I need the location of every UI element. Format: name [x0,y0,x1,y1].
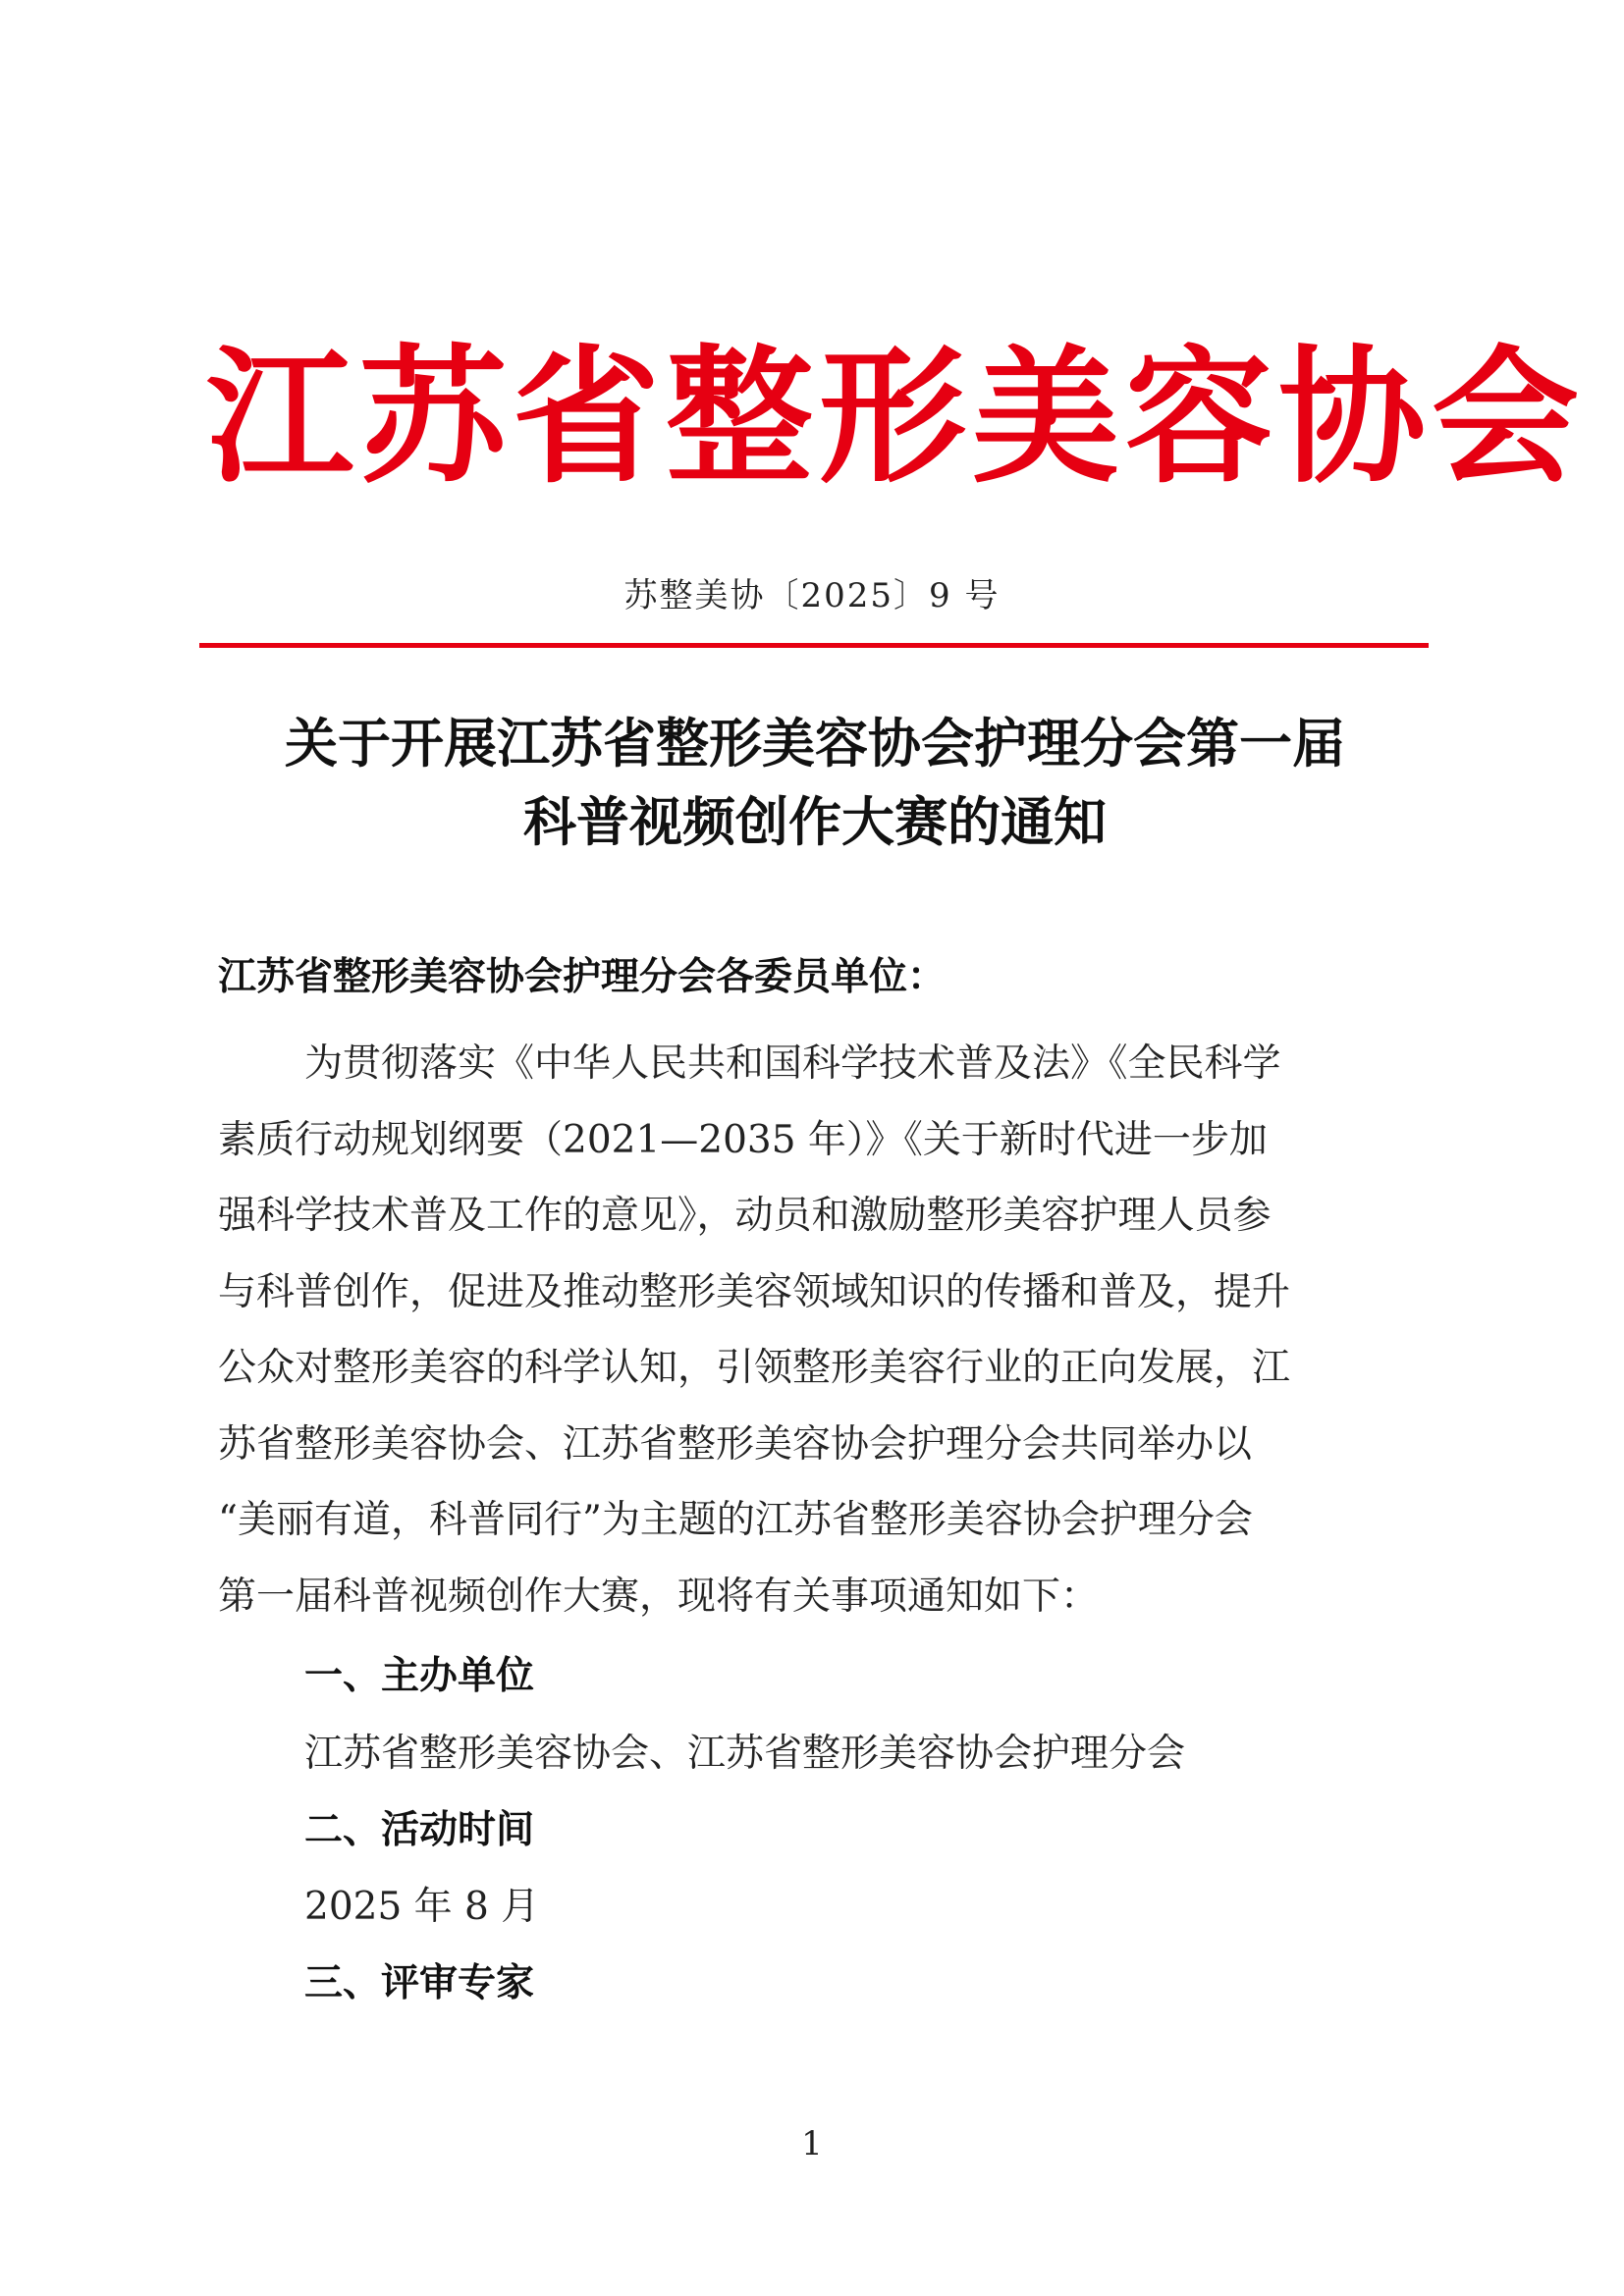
salutation: 江苏省整形美容协会护理分会各委员单位： [218,955,947,999]
body-paragraph [218,1026,1426,1634]
notice-title [206,705,1424,862]
body-line: “美丽有道，科普同行”为主题的江苏省整形美容协会护理分会 [218,1498,1253,1542]
body-line: 苏省整形美容协会、江苏省整形美容协会护理分会共同举办以 [218,1421,1253,1467]
body-line: 与科普创作，促进及推动整形美容领域知识的传播和普及，提升 [218,1269,1291,1314]
notice-title-line-2: 科普视频创作大赛的通知 [523,791,1107,853]
section-content-organizer: 江苏省整形美容协会、江苏省整形美容协会护理分会 [304,1732,1186,1776]
section-heading-time: 二、活动时间 [304,1808,535,1852]
body-line: 强科学技术普及工作的意见》，动员和激励整形美容护理人员参 [218,1194,1272,1238]
section-heading-organizer: 一、主办单位 [304,1654,535,1698]
notice-title-line-1: 关于开展江苏省整形美容协会护理分会第一届 [285,713,1345,774]
document-number: 苏整美协〔2025〕9 号 [623,576,1001,615]
section-content-time: 2025 年 8 月 [304,1885,540,1929]
red-divider-line [199,643,1429,648]
body-line: 公众对整形美容的科学认知，引领整形美容行业的正向发展，江 [218,1346,1291,1390]
body-line: 素质行动规划纲要（2021—2035 年）》《关于新时代进一步加 [218,1117,1268,1162]
page-number: 1 [801,2124,823,2163]
organization-masthead: 江苏省整形美容协会 [206,331,1586,504]
section-heading-experts: 三、评审专家 [304,1961,535,2005]
body-line: 第一届科普视频创作大赛，现将有关事项通知如下： [218,1574,1100,1619]
body-line: 为贯彻落实《中华人民共和国科学技术普及法》《全民科学 [304,1041,1281,1086]
